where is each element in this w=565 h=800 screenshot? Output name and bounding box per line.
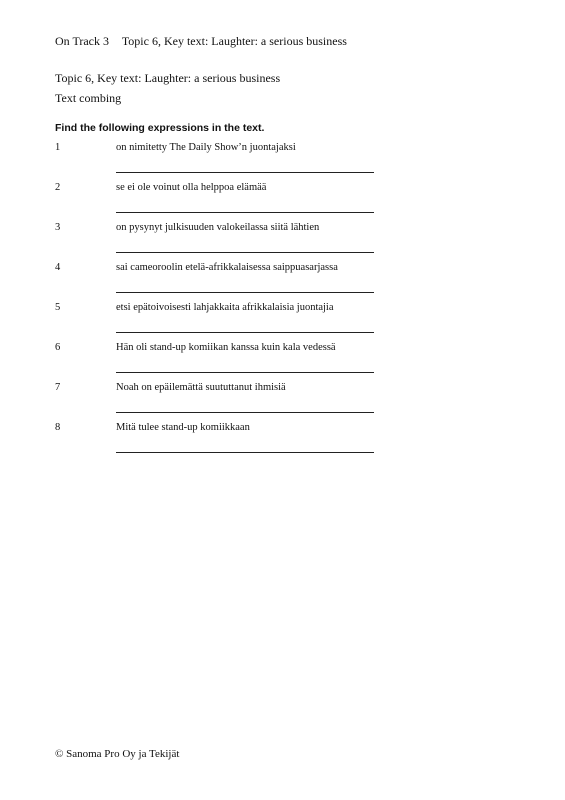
- exercise-list: [55, 142, 385, 462]
- title-topic: Topic 6, Key text: Laughter: a serious business: [55, 71, 281, 85]
- answer-line: [116, 412, 374, 413]
- title-exercise: Text combing: [55, 91, 122, 105]
- item-number: 7: [55, 382, 61, 393]
- answer-line: [116, 372, 374, 373]
- item-text: on pysynyt julkisuuden valokeilassa siitä lähtien: [116, 222, 320, 233]
- item-text: se ei ole voinut olla helppoa elämää: [116, 182, 267, 193]
- answer-line: [116, 172, 374, 173]
- item-text: etsi epätoivoisesti lahjakkaita afrikkalaisia juontajia: [116, 302, 334, 313]
- copyright-footer: © Sanoma Pro Oy ja Tekijät: [55, 748, 180, 760]
- list-item: [55, 382, 385, 422]
- item-text: sai cameoroolin etelä-afrikkalaisessa saippuasarjassa: [116, 262, 338, 273]
- instruction: Find the following expressions in the text.: [55, 122, 265, 134]
- item-number: 5: [55, 302, 61, 313]
- document-title: [55, 68, 280, 108]
- item-number: 1: [55, 142, 61, 153]
- item-number: 3: [55, 222, 61, 233]
- item-text: Noah on epäilemättä suututtanut ihmisiä: [116, 382, 286, 393]
- answer-line: [116, 332, 374, 333]
- list-item: [55, 142, 385, 182]
- list-item: [55, 302, 385, 342]
- list-item: [55, 342, 385, 382]
- page-header: [55, 34, 347, 49]
- item-number: 8: [55, 422, 61, 433]
- item-number: 4: [55, 262, 61, 273]
- list-item: [55, 422, 385, 462]
- header-course: On Track 3: [55, 34, 110, 48]
- list-item: [55, 222, 385, 262]
- answer-line: [116, 292, 374, 293]
- list-item: [55, 182, 385, 222]
- answer-line: [116, 452, 374, 453]
- header-topic: Topic 6, Key text: Laughter: a serious business: [121, 34, 347, 48]
- item-text: Hän oli stand-up komiikan kanssa kuin kala vedessä: [116, 342, 336, 353]
- item-text: on nimitetty The Daily Show’n juontajaksi: [116, 142, 296, 153]
- item-number: 2: [55, 182, 61, 193]
- item-text: Mitä tulee stand-up komiikkaan: [116, 422, 250, 433]
- item-number: 6: [55, 342, 61, 353]
- answer-line: [116, 212, 374, 213]
- answer-line: [116, 252, 374, 253]
- list-item: [55, 262, 385, 302]
